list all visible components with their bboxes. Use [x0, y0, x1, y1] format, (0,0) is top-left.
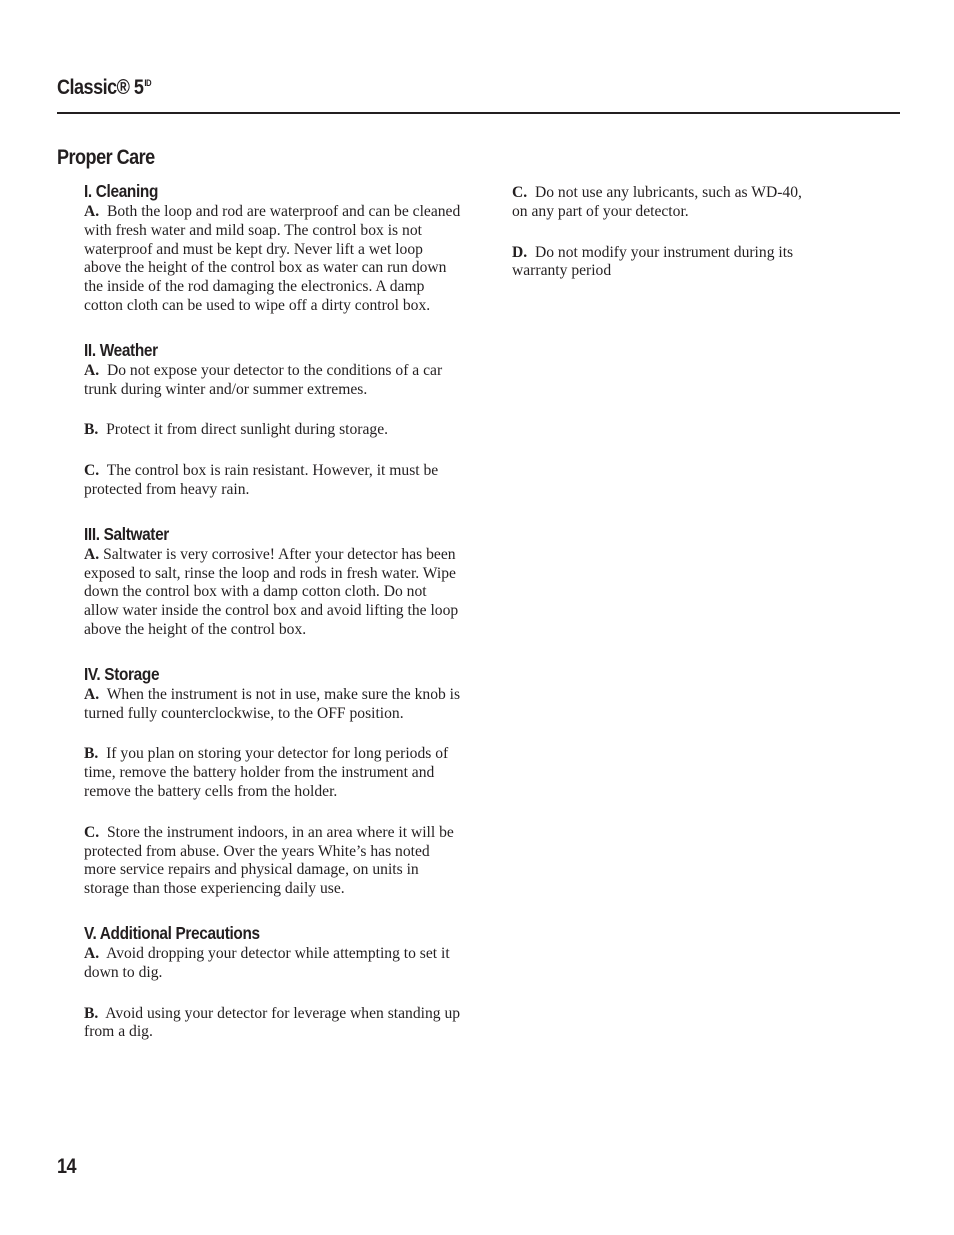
- section-heading-additional-precautions: V. Additional Precautions: [84, 922, 260, 943]
- storage-item-a: [84, 686, 464, 724]
- item-text: If you plan on storing your detector for long periods of time, remove the battery holder from the instrument and remove the battery cells from the holder.: [84, 745, 449, 800]
- weather-item-c: [84, 462, 464, 500]
- section-heading-saltwater: III. Saltwater: [84, 523, 169, 544]
- item-text: Avoid dropping your detector while attempting to set it down to dig.: [84, 944, 450, 981]
- left-column: [84, 181, 464, 1042]
- item-text: The control box is rain resistant. However, it must be protected from heavy rain.: [84, 462, 439, 498]
- item-text: Do not use any lubricants, such as WD-40, on any part of your detector.: [512, 184, 802, 220]
- item-letter: A.: [84, 545, 100, 563]
- cleaning-item-a: [84, 203, 464, 316]
- item-letter: A.: [84, 361, 100, 379]
- right-column: [512, 184, 812, 281]
- item-letter: A.: [84, 944, 100, 962]
- precautions-item-c: [512, 184, 812, 222]
- section-heading-weather: II. Weather: [84, 339, 158, 360]
- precautions-item-b: [84, 1005, 464, 1043]
- item-letter: B.: [84, 745, 99, 763]
- item-letter: B.: [84, 1004, 99, 1022]
- item-text: Do not modify your instrument during its warranty period: [512, 243, 794, 280]
- item-text: Avoid using your detector for leverage when standing up from a dig.: [84, 1004, 461, 1041]
- item-letter: B.: [84, 421, 99, 439]
- item-letter: D.: [512, 243, 528, 261]
- item-letter: C.: [84, 823, 100, 841]
- item-text: Protect it from direct sunlight during storage.: [106, 421, 389, 439]
- precautions-item-a: [84, 945, 464, 983]
- header-title-superscript: ID: [144, 78, 152, 88]
- weather-item-b: [84, 421, 464, 440]
- item-letter: C.: [512, 184, 528, 201]
- header-title-text: Classic® 5: [57, 76, 144, 99]
- item-letter: C.: [84, 462, 100, 480]
- item-text: Both the loop and rod are waterproof and can be cleaned with fresh water and mild soap. The control box is not waterproof and must be kept dry. Never lift a wet loop above the height of the control box as water can run down the inside of the rod damaging the electronics. A damp cotton cloth can be used to wipe off a dirty control box.: [84, 203, 461, 314]
- saltwater-item-a: [84, 546, 464, 640]
- section-heading-storage: IV. Storage: [84, 663, 160, 684]
- item-letter: A.: [84, 685, 100, 703]
- item-text: Do not expose your detector to the conditions of a car trunk during winter and/or summer extremes.: [84, 361, 443, 398]
- item-text: Saltwater is very corrosive! After your detector has been exposed to salt, rinse the loop and rods in fresh water. Wipe down the control box with a damp cotton cloth. Do not allow water inside the control box and avoid lifting the loop above the height of the control box.: [84, 545, 459, 638]
- storage-item-c: [84, 824, 464, 899]
- header-divider: [57, 112, 900, 114]
- storage-item-b: [84, 745, 464, 801]
- page-number: 14: [57, 1155, 77, 1178]
- item-letter: A.: [84, 203, 100, 220]
- precautions-item-d: [512, 244, 812, 282]
- item-text: When the instrument is not in use, make sure the knob is turned fully counterclockwise, to the OFF position.: [84, 685, 461, 722]
- page-title: Proper Care: [57, 146, 155, 169]
- header-title: [57, 76, 151, 100]
- section-heading-cleaning: I. Cleaning: [84, 181, 159, 201]
- weather-item-a: [84, 362, 464, 400]
- item-text: Store the instrument indoors, in an area where it will be protected from abuse. Over the years White’s has noted more service repairs and physical damage, on units in storage than those experiencing daily use.: [84, 823, 454, 898]
